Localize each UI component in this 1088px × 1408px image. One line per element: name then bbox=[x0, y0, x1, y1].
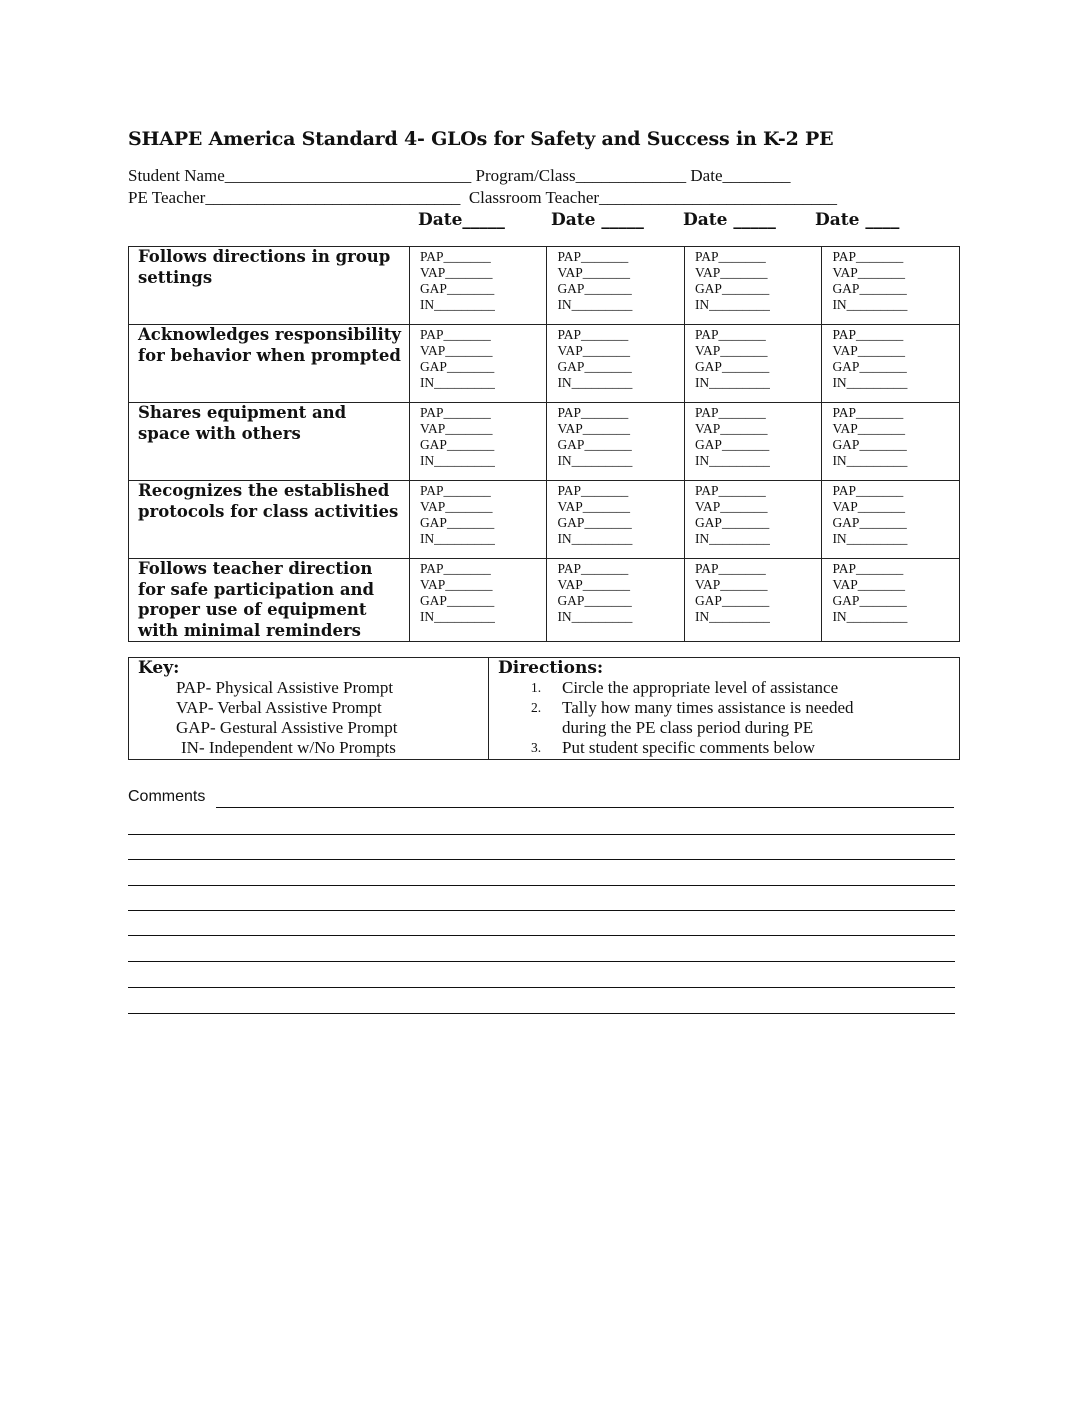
in-line: IN_________ bbox=[694, 375, 770, 390]
in-line: IN_________ bbox=[694, 609, 770, 624]
direction-number: 2. bbox=[531, 700, 542, 715]
gap-line: GAP_______ bbox=[557, 593, 632, 608]
key-heading: Key: bbox=[138, 658, 180, 678]
date-header-3: Date _____ bbox=[683, 210, 776, 230]
vap-line: VAP_______ bbox=[832, 265, 905, 280]
direction-number: 3. bbox=[531, 740, 542, 755]
vap-line: VAP_______ bbox=[419, 577, 493, 592]
comments-line[interactable] bbox=[128, 987, 955, 988]
assessment-cell[interactable] bbox=[822, 481, 960, 559]
vap-line: VAP_______ bbox=[419, 265, 493, 280]
key-item: VAP- Verbal Assistive Prompt bbox=[176, 698, 382, 717]
row-label bbox=[129, 247, 410, 325]
date-header-4: Date ____ bbox=[815, 210, 900, 230]
key-item: GAP- Gestural Assistive Prompt bbox=[176, 718, 398, 737]
assessment-cell[interactable] bbox=[547, 247, 685, 325]
assessment-cell[interactable] bbox=[547, 403, 685, 481]
in-line: IN_________ bbox=[419, 297, 495, 312]
key-box bbox=[129, 658, 489, 760]
row-label-text: Shares equipment and space with others bbox=[138, 403, 347, 443]
gap-line: GAP_______ bbox=[832, 359, 907, 374]
in-line: IN_________ bbox=[832, 453, 908, 468]
table-row bbox=[129, 325, 960, 403]
gap-line: GAP_______ bbox=[419, 281, 495, 296]
comments-line[interactable] bbox=[216, 807, 954, 808]
gap-line: GAP_______ bbox=[419, 515, 495, 530]
in-line: IN_________ bbox=[419, 609, 495, 624]
in-line: IN_________ bbox=[832, 609, 908, 624]
comments-line[interactable] bbox=[128, 961, 955, 962]
in-line: IN_________ bbox=[419, 453, 495, 468]
pap-line: PAP_______ bbox=[832, 483, 904, 498]
assessment-cell[interactable] bbox=[409, 247, 547, 325]
row-label-text: Follows directions in group settings bbox=[138, 247, 391, 287]
in-line: IN_________ bbox=[832, 375, 908, 390]
assessment-cell[interactable] bbox=[684, 559, 822, 642]
pap-line: PAP_______ bbox=[419, 405, 491, 420]
in-line: IN_________ bbox=[419, 531, 495, 546]
gap-line: GAP_______ bbox=[694, 437, 770, 452]
pap-line: PAP_______ bbox=[419, 249, 491, 264]
vap-line: VAP_______ bbox=[832, 499, 905, 514]
page-title: SHAPE America Standard 4- GLOs for Safety and Success in K-2 PE bbox=[128, 128, 834, 150]
gap-line: GAP_______ bbox=[832, 281, 907, 296]
gap-line: GAP_______ bbox=[419, 437, 495, 452]
assessment-cell[interactable] bbox=[684, 403, 822, 481]
gap-line: GAP_______ bbox=[557, 281, 632, 296]
teacher-info-line: PE Teacher______________________________ Classroom Teacher____________________________ bbox=[128, 188, 838, 207]
pap-line: PAP_______ bbox=[832, 561, 904, 576]
assessment-cell[interactable] bbox=[684, 247, 822, 325]
pap-line: PAP_______ bbox=[694, 483, 766, 498]
row-label-text: Acknowledges responsibility for behavior when prompted bbox=[138, 325, 401, 365]
in-line: IN_________ bbox=[832, 531, 908, 546]
row-label-text: Recognizes the established protocols for class activities bbox=[138, 481, 399, 521]
assessment-cell[interactable] bbox=[547, 559, 685, 642]
in-line: IN_________ bbox=[419, 375, 495, 390]
comments-line[interactable] bbox=[128, 834, 955, 835]
assessment-cell[interactable] bbox=[409, 481, 547, 559]
gap-line: GAP_______ bbox=[557, 359, 632, 374]
assessment-cell[interactable] bbox=[684, 325, 822, 403]
key-item: IN- Independent w/No Prompts bbox=[181, 738, 396, 757]
assessment-cell[interactable] bbox=[409, 325, 547, 403]
comments-line[interactable] bbox=[128, 910, 955, 911]
assessment-cell[interactable] bbox=[409, 403, 547, 481]
pap-line: PAP_______ bbox=[557, 405, 629, 420]
vap-line: VAP_______ bbox=[557, 577, 630, 592]
table-row bbox=[129, 403, 960, 481]
row-label bbox=[129, 559, 410, 642]
vap-line: VAP_______ bbox=[694, 499, 768, 514]
directions-box bbox=[489, 658, 960, 760]
gap-line: GAP_______ bbox=[694, 515, 770, 530]
vap-line: VAP_______ bbox=[557, 499, 630, 514]
pap-line: PAP_______ bbox=[694, 249, 766, 264]
in-line: IN_________ bbox=[557, 375, 633, 390]
row-label bbox=[129, 325, 410, 403]
vap-line: VAP_______ bbox=[557, 265, 630, 280]
gap-line: GAP_______ bbox=[419, 593, 495, 608]
direction-item bbox=[498, 698, 959, 738]
direction-number: 1. bbox=[531, 680, 542, 695]
in-line: IN_________ bbox=[557, 453, 633, 468]
gap-line: GAP_______ bbox=[832, 515, 907, 530]
comments-label: Comments bbox=[128, 788, 206, 805]
assessment-cell[interactable] bbox=[547, 325, 685, 403]
gap-line: GAP_______ bbox=[694, 359, 770, 374]
key-directions-table bbox=[128, 657, 960, 760]
row-label bbox=[129, 403, 410, 481]
gap-line: GAP_______ bbox=[557, 437, 632, 452]
assessment-cell[interactable] bbox=[822, 403, 960, 481]
gap-line: GAP_______ bbox=[419, 359, 495, 374]
pap-line: PAP_______ bbox=[419, 561, 491, 576]
pap-line: PAP_______ bbox=[694, 561, 766, 576]
pap-line: PAP_______ bbox=[419, 327, 491, 342]
in-line: IN_________ bbox=[694, 531, 770, 546]
assessment-table bbox=[128, 246, 960, 642]
comments-line[interactable] bbox=[128, 885, 955, 886]
table-row bbox=[129, 481, 960, 559]
gap-line: GAP_______ bbox=[694, 593, 770, 608]
direction-item bbox=[498, 738, 959, 758]
date-header-2: Date _____ bbox=[551, 210, 644, 230]
in-line: IN_________ bbox=[832, 297, 908, 312]
directions-heading: Directions: bbox=[498, 658, 604, 678]
vap-line: VAP_______ bbox=[832, 577, 905, 592]
vap-line: VAP_______ bbox=[419, 343, 493, 358]
pap-line: PAP_______ bbox=[694, 405, 766, 420]
date-header-1: Date_____ bbox=[418, 210, 505, 230]
vap-line: VAP_______ bbox=[832, 421, 905, 436]
pap-line: PAP_______ bbox=[557, 483, 629, 498]
vap-line: VAP_______ bbox=[557, 421, 630, 436]
comments-line[interactable] bbox=[128, 935, 955, 936]
pap-line: PAP_______ bbox=[557, 327, 629, 342]
gap-line: GAP_______ bbox=[694, 281, 770, 296]
pap-line: PAP_______ bbox=[832, 249, 904, 264]
vap-line: VAP_______ bbox=[419, 499, 493, 514]
vap-line: VAP_______ bbox=[694, 343, 768, 358]
vap-line: VAP_______ bbox=[832, 343, 905, 358]
row-label-text: Follows teacher direction for safe participation and proper use of equipment with minimal reminders bbox=[138, 559, 375, 640]
direction-text: Put student specific comments below bbox=[562, 738, 816, 757]
comments-line[interactable] bbox=[128, 1013, 955, 1014]
in-line: IN_________ bbox=[694, 453, 770, 468]
vap-line: VAP_______ bbox=[557, 343, 630, 358]
gap-line: GAP_______ bbox=[832, 593, 907, 608]
comments-line[interactable] bbox=[128, 859, 955, 860]
key-item: PAP- Physical Assistive Prompt bbox=[176, 678, 394, 697]
table-row bbox=[129, 559, 960, 642]
vap-line: VAP_______ bbox=[694, 421, 768, 436]
in-line: IN_________ bbox=[557, 531, 633, 546]
student-info-line: Student Name_____________________________ Program/Class_____________ Date________ bbox=[128, 166, 791, 185]
assessment-cell[interactable] bbox=[409, 559, 547, 642]
pap-line: PAP_______ bbox=[557, 249, 629, 264]
in-line: IN_________ bbox=[557, 297, 633, 312]
direction-text: Tally how many times assistance is needed during the PE class period during PE bbox=[562, 698, 854, 737]
table-row bbox=[129, 247, 960, 325]
gap-line: GAP_______ bbox=[832, 437, 907, 452]
pap-line: PAP_______ bbox=[694, 327, 766, 342]
assessment-cell[interactable] bbox=[822, 325, 960, 403]
assessment-cell[interactable] bbox=[547, 481, 685, 559]
pap-line: PAP_______ bbox=[419, 483, 491, 498]
pap-line: PAP_______ bbox=[832, 327, 904, 342]
direction-item bbox=[498, 678, 959, 698]
assessment-cell[interactable] bbox=[822, 247, 960, 325]
pap-line: PAP_______ bbox=[832, 405, 904, 420]
gap-line: GAP_______ bbox=[557, 515, 632, 530]
vap-line: VAP_______ bbox=[419, 421, 493, 436]
assessment-cell[interactable] bbox=[822, 559, 960, 642]
vap-line: VAP_______ bbox=[694, 577, 768, 592]
in-line: IN_________ bbox=[557, 609, 633, 624]
assessment-cell[interactable] bbox=[684, 481, 822, 559]
direction-text: Circle the appropriate level of assistance bbox=[562, 678, 839, 697]
pap-line: PAP_______ bbox=[557, 561, 629, 576]
in-line: IN_________ bbox=[694, 297, 770, 312]
row-label bbox=[129, 481, 410, 559]
vap-line: VAP_______ bbox=[694, 265, 768, 280]
